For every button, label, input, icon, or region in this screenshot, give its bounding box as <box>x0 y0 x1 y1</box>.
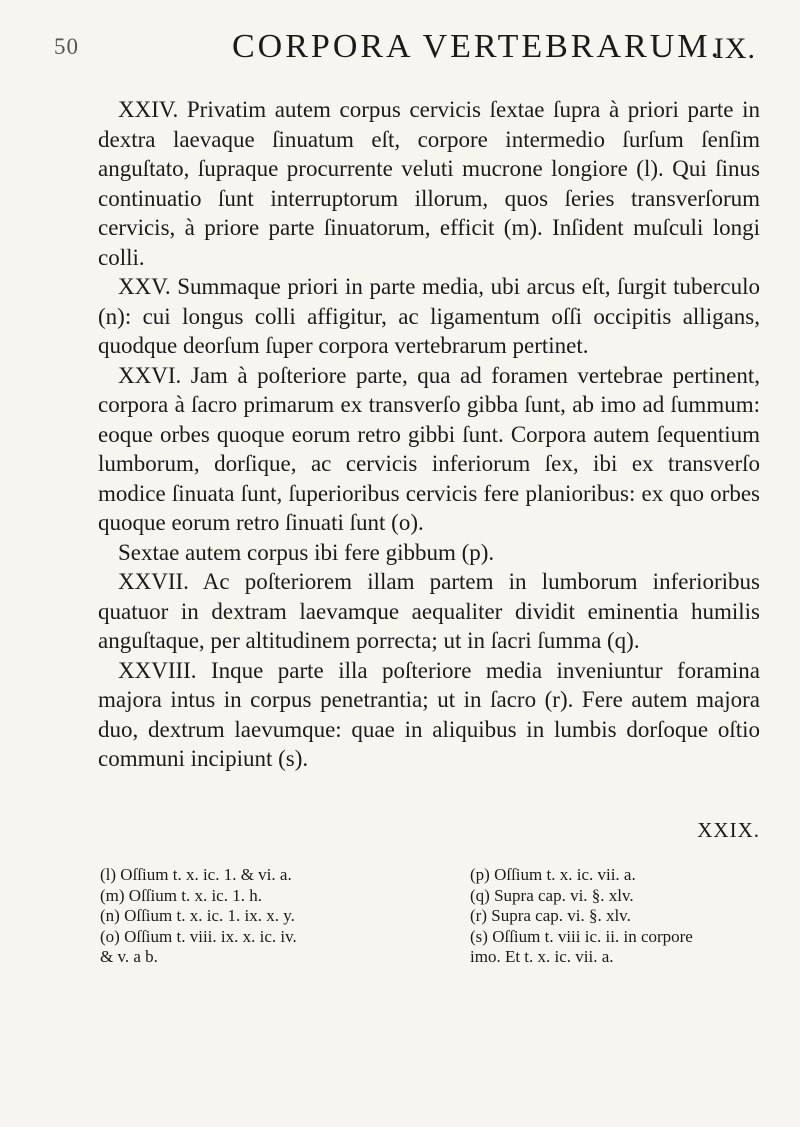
page-number: 50 <box>54 34 79 59</box>
footnote-l: (l) Oſſium t. x. ic. 1. & vi. a. <box>100 865 292 884</box>
footnote-o-continued: & v. a b. <box>100 947 158 966</box>
footnote-s: (s) Oſſium t. viii ic. ii. in corpore <box>470 926 693 946</box>
footnote-o: (o) Oſſium t. viii. ix. x. ic. iv. <box>100 926 297 946</box>
footnote-q: (q) Supra cap. vi. §. xlv. <box>470 885 634 905</box>
paragraph-xxviii: XXVIII. Inque parte illa poſteriore media inveniuntur foramina majora intus in corpus penetrantia; ut in ſacro (r). Fere autem majora duo, dextrum laevumque: quae in aliquibus in lumbis dorſoque oſtio communi incipiunt (s). <box>98 657 760 771</box>
section-number: IX. <box>713 32 756 65</box>
paragraph-sextae: Sextae autem corpus ibi fere gibbum (p). <box>118 539 495 565</box>
catchword: XXIX. <box>697 818 760 842</box>
paragraph-xxiv: XXIV. Privatim autem corpus cervicis ſextae ſupra à priori parte in dextra laevaque ſinuatum eſt, corpore intermedio ſurſum ſenſim anguſtato, ſupraque procurrente veluti mucrone longiore (l). Qui ſinus continuatio ſunt interruptorum illorum, quos ſeries transverſorum cervicis, à priore parte ſinuatorum, efficit (m). Inſident muſculi longi colli. <box>98 97 760 270</box>
paragraph-xxvii: XXVII. Ac poſteriorem illam partem in lumborum inferioribus quatuor in dextram laevamque aequaliter dividit eminentia humilis anguſtaque, per altitudinem porrecta; ut in ſacri ſumma (q). <box>98 569 760 653</box>
footnote-n: (n) Oſſium t. x. ic. 1. ix. x. y. <box>100 906 295 925</box>
footnote-m: (m) Oſſium t. x. ic. 1. h. <box>100 885 262 905</box>
running-header <box>54 28 756 68</box>
paragraph-xxvi: XXVI. Jam à poſteriore parte, qua ad foramen vertebrae pertinent, corpora à ſacro primarum ex transverſo gibba ſunt, ab imo ad ſummum: eoque orbes quoque eorum retro gibbi ſunt. Corpora autem ſequentium lumborum, dorſique, ac cervicis inferiorum ſex, ibi ex transverſo modice ſinuata ſunt, ſuperioribus cervicis fere planioribus: ex quo orbes quoque eorum retro ſinuati ſunt (o). <box>98 362 760 535</box>
footnote-p: (p) Oſſium t. x. ic. vii. a. <box>470 865 636 884</box>
footnotes-left-column <box>100 865 430 968</box>
running-title: CORPORA VERTEBRARUM. <box>232 28 722 65</box>
footnotes-right-column <box>470 865 785 968</box>
footnote-s-continued: imo. Et t. x. ic. vii. a. <box>470 947 614 966</box>
paragraph-xxv: XXV. Summaque priori in parte media, ubi arcus eſt, ſurgit tuberculo (n): cui longus colli affigitur, ac ligamentum oſſi occipitis alligans, quodque deorſum ſuper corpora vertebrarum pertinet. <box>98 274 760 358</box>
footnote-r: (r) Supra cap. vi. §. xlv. <box>470 906 631 925</box>
body-text <box>98 95 760 774</box>
